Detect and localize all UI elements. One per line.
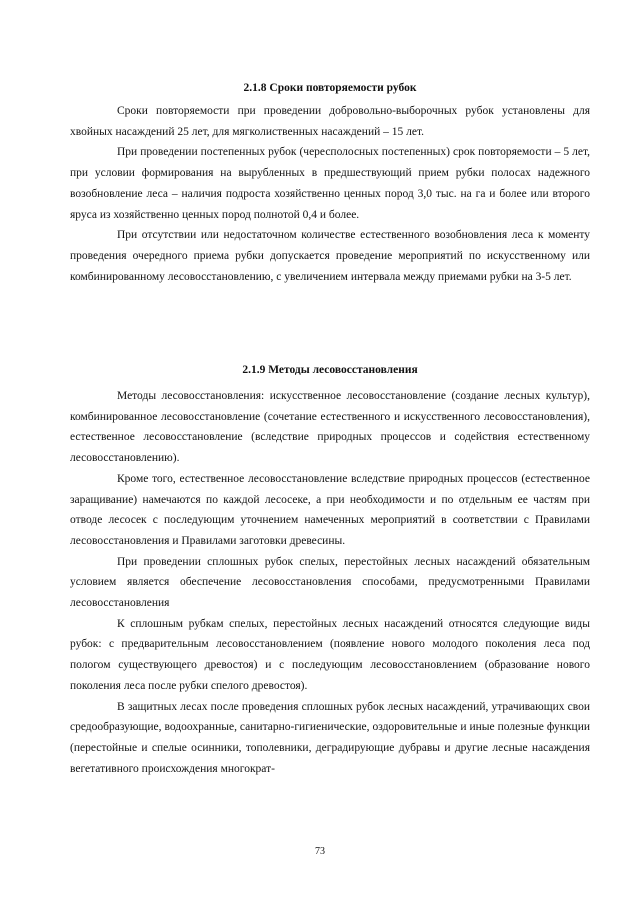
paragraph: К сплошным рубкам спелых, перестойных лесных насаждений относятся следующие виды рубок: с предварительным лесовосстановлением (появление нового молодого поколения леса под пологом существующего древостоя) и с последующим лесовосстановлением (образование нового поколения леса после рубки спелого древостоя). <box>70 617 590 692</box>
section-body-reforestation-methods <box>70 386 590 779</box>
paragraph: В защитных лесах после проведения сплошных рубок лесных насаждений, утрачивающих свои средообразующие, водоохранные, санитарно-гигиенические, оздоровительные и иные полезные функции (перестойные и спелые осинники, тополевники, деградирующие дубравы и другие лесные насаждения вегетативного происхождения многократ- <box>70 700 590 775</box>
page-number: 73 <box>315 846 325 857</box>
section-body-repeat-periods <box>70 101 590 287</box>
section-heading-reforestation-methods: 2.1.9 Методы лесовосстановления <box>242 364 418 376</box>
paragraph: При проведении сплошных рубок спелых, перестойных лесных насаждений обязательным условием является обеспечение лесовосстановления способами, предусмотренными Правилами лесовосстановления <box>70 555 590 610</box>
paragraph: При отсутствии или недостаточном количестве естественного возобновления леса к моменту проведения очередного приема рубки допускается проведение мероприятий по искусственному или комбинированному лесовосстановлению, с увеличением интервала между приемами рубки на 3-5 лет. <box>70 229 590 283</box>
section-heading-repeat-periods: 2.1.8 Сроки повторяемости рубок <box>243 82 417 94</box>
paragraph: При проведении постепенных рубок (чересполосных постепенных) срок повторяемости – 5 лет, при условии формирования на вырубленных в предшествующий прием рубки полосах надежного возобновление леса – наличия подроста хозяйственно ценных пород 3,0 тыс. на га и более или второго яруса из хозяйственно ценных пород полнотой 0,4 и более. <box>70 146 590 221</box>
paragraph: Методы лесовосстановления: искусственное лесовосстановление (создание лесных культур), комбинированное лесовосстановление (сочетание естественного и искусственного лесовосстановления), естественное лесовосстановление (вследствие природных процессов и содействия естественному лесовосстановлению). <box>70 390 590 465</box>
paragraph: Кроме того, естественное лесовосстановление вследствие природных процессов (естественное заращивание) намечаются по каждой лесосеке, а при необходимости и по отдельным ее частям при отводе лесосек с последующим уточнением намеченных мероприятий в соответствии с Правилами лесовосстановления и Правилами заготовки древесины. <box>70 472 590 547</box>
paragraph: Сроки повторяемости при проведении добровольно-выборочных рубок установлены для хвойных насаждений 25 лет, для мягколиственных насаждений – 15 лет. <box>70 105 590 138</box>
